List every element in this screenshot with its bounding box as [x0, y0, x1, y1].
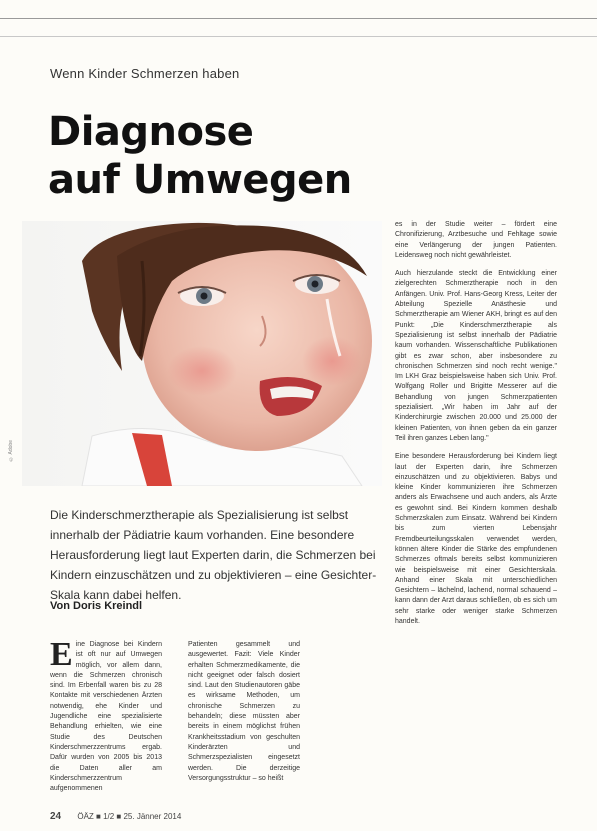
body-column-3: [395, 220, 557, 635]
col1-text: ine Diagnose bei Kindern ist oft nur auf Umwegen möglich, vor allem dann, wenn die Schmerzen chronisch sind. Im Erbenfall waren bis zu 28 Kontakte mit verschiedenen Ärzten notwendig, ehe Kinder und Jugendliche eine spezialisierte Behandlung erhielten, wie eine Studie des Deutschen Kinderschmerzzentrums ergab. Dafür wurden von 2005 bis 2013 die Daten aller am Kinderschmerzzentrum aufgenommenen: [50, 641, 162, 793]
kicker: Wenn Kinder Schmerzen haben: [50, 66, 240, 81]
top-rule-1: [0, 18, 597, 19]
drop-cap: E: [50, 636, 73, 673]
headline: [48, 108, 352, 204]
body-column-1: [50, 636, 162, 802]
crying-child-illustration: [22, 221, 382, 486]
col2-text: Patienten gesammelt und ausgewertet. Fazit: Viele Kinder erhalten Schmerzmedikamente, die nicht geeignet oder falsch dosiert sind. Laut den Studienautoren gäbe es wirksame Methoden, um chronische Schmerzen zu behandeln; diese müssten aber bereits in einem möglichst frühen Krankheitsstadium von geschulten Kinderärzten und Schmerzspezialisten eingesetzt werden. Die derzeitige Versorgungsstruktur – so heißt: [188, 641, 300, 782]
issue-info: ÖÄZ ■ 1/2 ■ 25. Jänner 2014: [77, 812, 182, 821]
col3-paragraph-2: Auch hierzulande steckt die Entwicklung einer zielgerechten Schmerztherapie noch in den Anfängen. Univ. Prof. Hans-Georg Kress, Leiter der Abteilung Spezielle Anästhesie und Schmerztherapie am Wiener AKH, bringt es auf den Punkt: „Die Kinderschmerztherapie als Spezialisierung ist selbst innerhalb der Pädiatrie kaum vorhanden. Wissenschaftliche Publikationen gibt es zwar schon, aber insbesondere zu chronischen Schmerzen sind noch recht wenige." Im LKH Graz beispielsweise haben sich Univ. Prof. Wolfgang Roller und Brigitte Messerer auf die Behandlung von jungen Schmerzpatienten spezialisiert. „Wir haben im Jahr auf der Kinderchirurgie zwischen 20.000 und 25.000 der kleinen Patienten, von ihnen geben da ein ganzer Teil ihren ganzes Leben lang.": [395, 270, 557, 442]
page-number: 24: [50, 811, 62, 822]
col3-paragraph-1: es in der Studie weiter – fördert eine Chronifizierung, Arztbesuche und Fehltage sowie eine Verlängerung der jungen Patienten. Leidensweg noch nicht gewährleistet.: [395, 221, 557, 259]
top-rule-2: [0, 36, 597, 37]
headline-line-2: auf Umwegen: [48, 157, 352, 203]
byline: Von Doris Kreindl: [50, 600, 143, 612]
body-column-2: [188, 640, 300, 792]
col3-paragraph-3: Eine besondere Herausforderung bei Kindern liegt laut der Experten darin, ihre Schmerzen einzuschätzen und zu objektivieren. Babys und kleine Kinder kommunizieren ihre Schmerzen anders als Erwachsene und auch anders, als Ärzte es gewohnt sind. Bei Kindern kommen deshalb Schmerzskalen zum Einsatz. Während bei Kindern bis zum vierten Lebensjahr Fremdbeurteilungsskalen verwendet werden, können ältere Kinder die Stärke des empfundenen Schmerzes oftmals bereits selbst kommunizieren wie beispielsweise mit einer Gesichterskala. Anhand einer Skala mit unterschiedlichen Gesichtern – lächelnd, lachend, normal schauend – kann dann der Arzt daraus schließen, ob es sich um sehr starke oder weniger starke Schmerzen handelt.: [395, 453, 557, 625]
page-footer: [50, 811, 181, 822]
photo-credit: © Adobe: [8, 440, 14, 462]
lead-paragraph: Die Kinderschmerztherapie als Spezialisierung ist selbst innerhalb der Pädiatrie kaum vorhanden. Eine besondere Herausforderung liegt laut Experten darin, die Schmerzen bei Kindern einzuschätzen und zu objektivieren – eine Gesichter-Skala kann dabei helfen.: [50, 508, 377, 602]
child-photo: [22, 221, 382, 486]
headline-line-1: Diagnose: [48, 109, 254, 155]
